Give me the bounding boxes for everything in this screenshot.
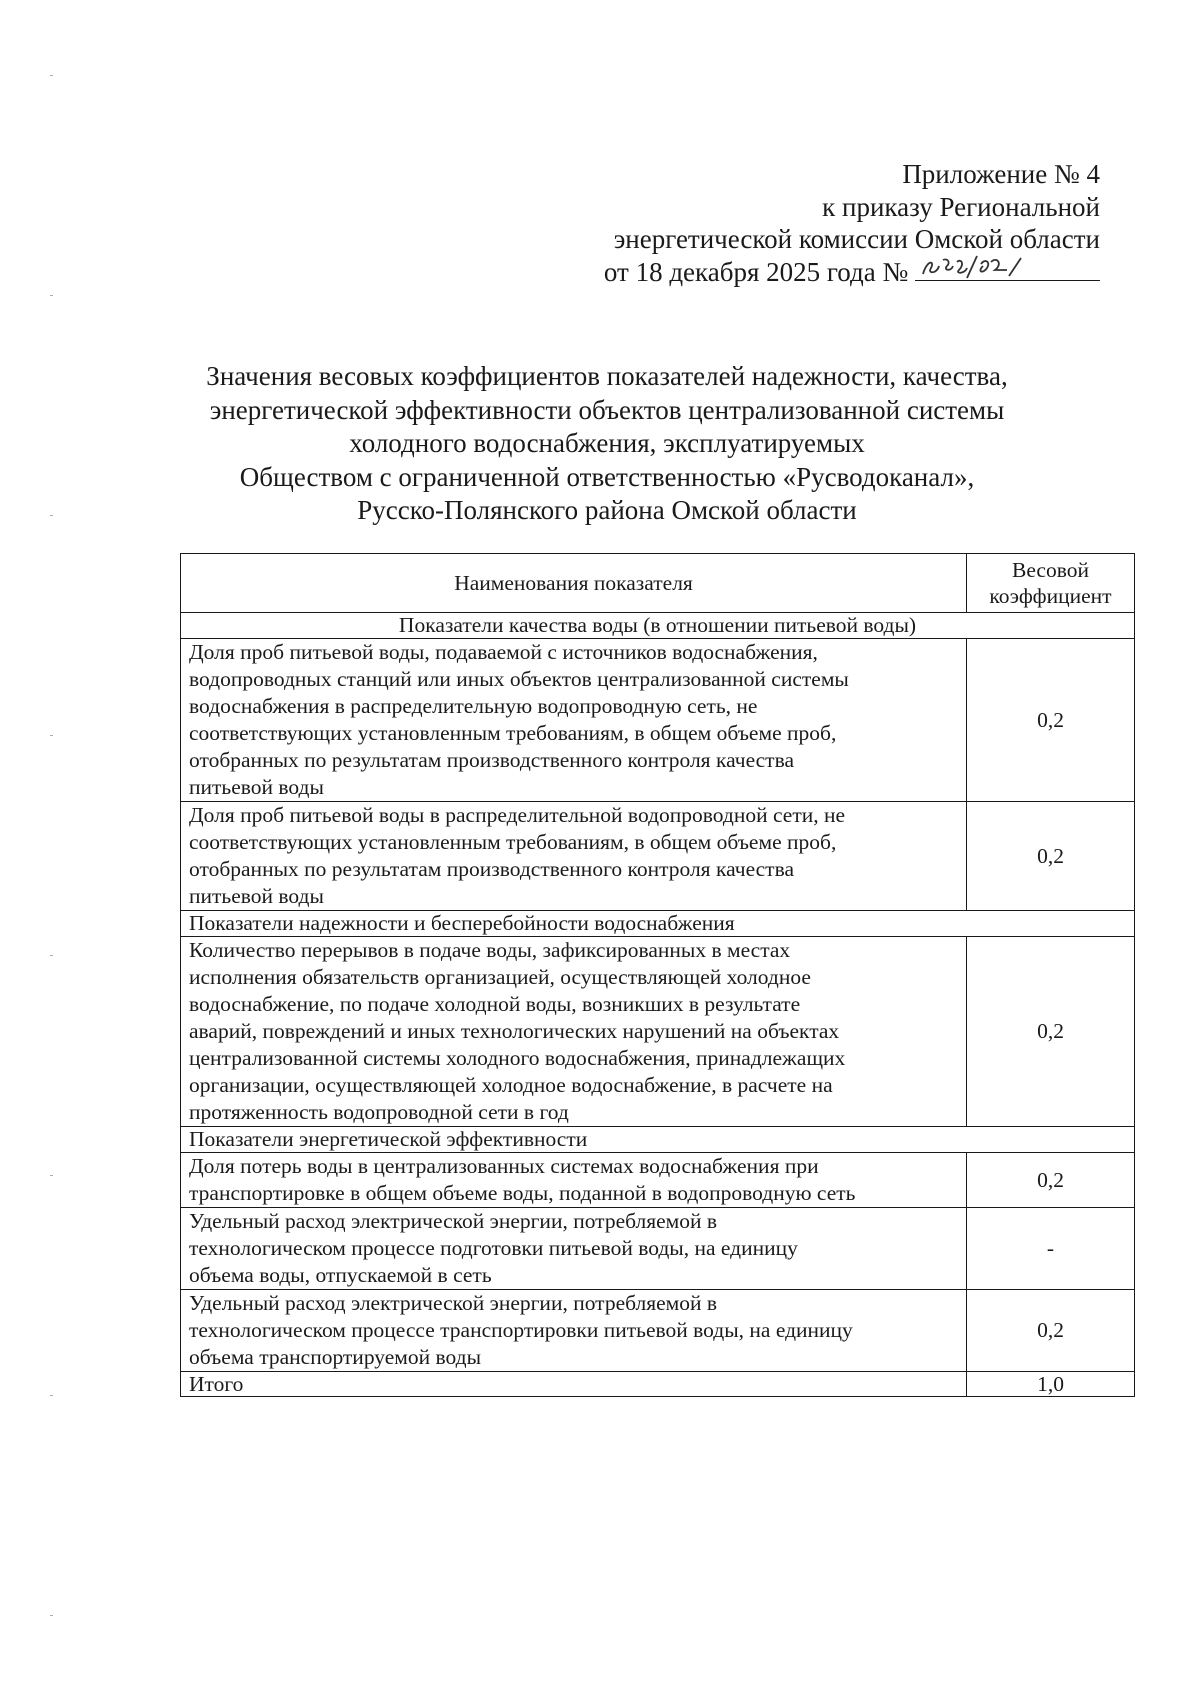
- scan-mark: [50, 295, 53, 296]
- indicator-name-line: Доля проб питьевой воды в распределительной водопроводной сети, не: [189, 803, 846, 827]
- table-row: [181, 1290, 1135, 1372]
- annex-reference: [480, 158, 1100, 288]
- title-line: энергетической эффективности объектов централизованной системы: [209, 394, 1005, 425]
- table-row: [181, 1153, 1135, 1208]
- indicator-name: [181, 937, 967, 1127]
- section-row: [181, 911, 1135, 937]
- indicator-name-line: водоснабжение, по подаче холодной воды, возникших в результате: [189, 992, 801, 1016]
- indicator-name-line: Доля потерь воды в централизованных системах водоснабжения при: [189, 1154, 819, 1178]
- scan-mark: [50, 515, 53, 516]
- indicator-name-line: соответствующих установленным требованиям, в общем объеме проб,: [189, 721, 837, 745]
- title-line: Значения весовых коэффициентов показателей надежности, качества,: [206, 361, 1008, 391]
- weight-coefficient: 0,2: [967, 1290, 1135, 1372]
- table-total-row: [181, 1372, 1135, 1397]
- indicator-name: [181, 1153, 967, 1208]
- title-line: Обществом с ограниченной ответственностью «Русводоканал»,: [239, 461, 975, 492]
- indicator-name-line: централизованной системы холодного водоснабжения, принадлежащих: [189, 1046, 846, 1070]
- scan-mark: [50, 1175, 53, 1176]
- weight-coefficient: 0,2: [967, 802, 1135, 911]
- annex-number: Приложение № 4: [902, 159, 1100, 189]
- scan-mark: [50, 1395, 53, 1396]
- total-coef: 1,0: [967, 1372, 1135, 1397]
- indicator-name-line: водопроводных станций или иных объектов централизованной системы: [189, 667, 849, 691]
- table-row: [181, 1208, 1135, 1290]
- indicator-name-line: питьевой воды: [189, 884, 324, 908]
- indicator-name-line: транспортировке в общем объеме воды, поданной в водопроводную сеть: [189, 1181, 856, 1205]
- indicator-name: [181, 1290, 967, 1372]
- annex-commission: энергетической комиссии Омской области: [613, 224, 1100, 254]
- indicator-name-line: отобранных по результатам производственного контроля качества: [189, 857, 794, 881]
- table-row: [181, 937, 1135, 1127]
- weight-coefficient: 0,2: [967, 1153, 1135, 1208]
- section-title: Показатели качества воды (в отношении питьевой воды): [181, 613, 1135, 639]
- order-number-handwritten: [915, 256, 1100, 281]
- indicator-name-line: Доля проб питьевой воды, подаваемой с источников водоснабжения,: [189, 640, 818, 664]
- scan-mark: [50, 75, 53, 76]
- header-indicator-name: Наименования показателя: [181, 554, 967, 613]
- total-label: Итого: [181, 1372, 967, 1397]
- indicator-name-line: протяженность водопроводной сети в год: [189, 1100, 569, 1124]
- annex-date: от 18 декабря 2025 года №: [603, 256, 909, 287]
- indicator-name-line: соответствующих установленным требованиям, в общем объеме проб,: [189, 830, 837, 854]
- scan-mark: [50, 955, 53, 956]
- annex-order-ref: к приказу Региональной: [822, 191, 1100, 222]
- weight-coefficient: 0,2: [967, 639, 1135, 802]
- indicator-name-line: организации, осуществляющей холодное водоснабжение, в расчете на: [189, 1073, 833, 1097]
- section-title: Показатели надежности и бесперебойности водоснабжения: [181, 911, 1135, 937]
- title-line: холодного водоснабжения, эксплуатируемых: [349, 428, 865, 458]
- annex-date-line: [480, 256, 1100, 289]
- section-row: [181, 1127, 1135, 1153]
- indicator-name-line: Удельный расход электрической энергии, потребляемой в: [189, 1209, 718, 1233]
- title-line: Русско-Полянского района Омской области: [357, 495, 857, 525]
- indicator-name-line: исполнения обязательств организацией, осуществляющей холодное: [189, 965, 811, 989]
- header-coef-line: коэффициент: [989, 584, 1112, 608]
- scan-mark: [50, 1615, 53, 1616]
- weight-coefficient: -: [967, 1208, 1135, 1290]
- header-weight-coefficient: [967, 554, 1135, 613]
- weight-coefficient: 0,2: [967, 937, 1135, 1127]
- indicator-name-line: водоснабжения в распределительную водопроводную сеть, не: [189, 694, 758, 718]
- indicator-name-line: питьевой воды: [189, 775, 324, 799]
- header-coef-line: Весовой: [1012, 558, 1089, 582]
- coefficients-table: [180, 553, 1135, 1397]
- document-title: [160, 360, 1054, 528]
- section-row: [181, 613, 1135, 639]
- table-row: [181, 802, 1135, 911]
- indicator-name: [181, 639, 967, 802]
- indicator-name-line: технологическом процессе подготовки питьевой воды, на единицу: [189, 1236, 798, 1260]
- indicator-name-line: Количество перерывов в подаче воды, зафиксированных в местах: [189, 938, 791, 962]
- indicator-name-line: отобранных по результатам производственного контроля качества: [189, 748, 794, 772]
- handwritten-number-icon: [917, 252, 1027, 282]
- indicator-name: [181, 1208, 967, 1290]
- indicator-name-line: объема транспортируемой воды: [189, 1345, 482, 1369]
- table-row: [181, 639, 1135, 802]
- indicator-name-line: аварий, повреждений и иных технологических нарушений на объектах: [189, 1019, 840, 1043]
- table-header-row: [181, 554, 1135, 613]
- indicator-name-line: Удельный расход электрической энергии, потребляемой в: [189, 1291, 718, 1315]
- indicator-name-line: объема воды, отпускаемой в сеть: [189, 1263, 492, 1287]
- table-body: [181, 613, 1135, 1372]
- section-title: Показатели энергетической эффективности: [181, 1127, 1135, 1153]
- scan-mark: [50, 735, 53, 736]
- indicator-name-line: технологическом процессе транспортировки питьевой воды, на единицу: [189, 1318, 853, 1342]
- indicator-name: [181, 802, 967, 911]
